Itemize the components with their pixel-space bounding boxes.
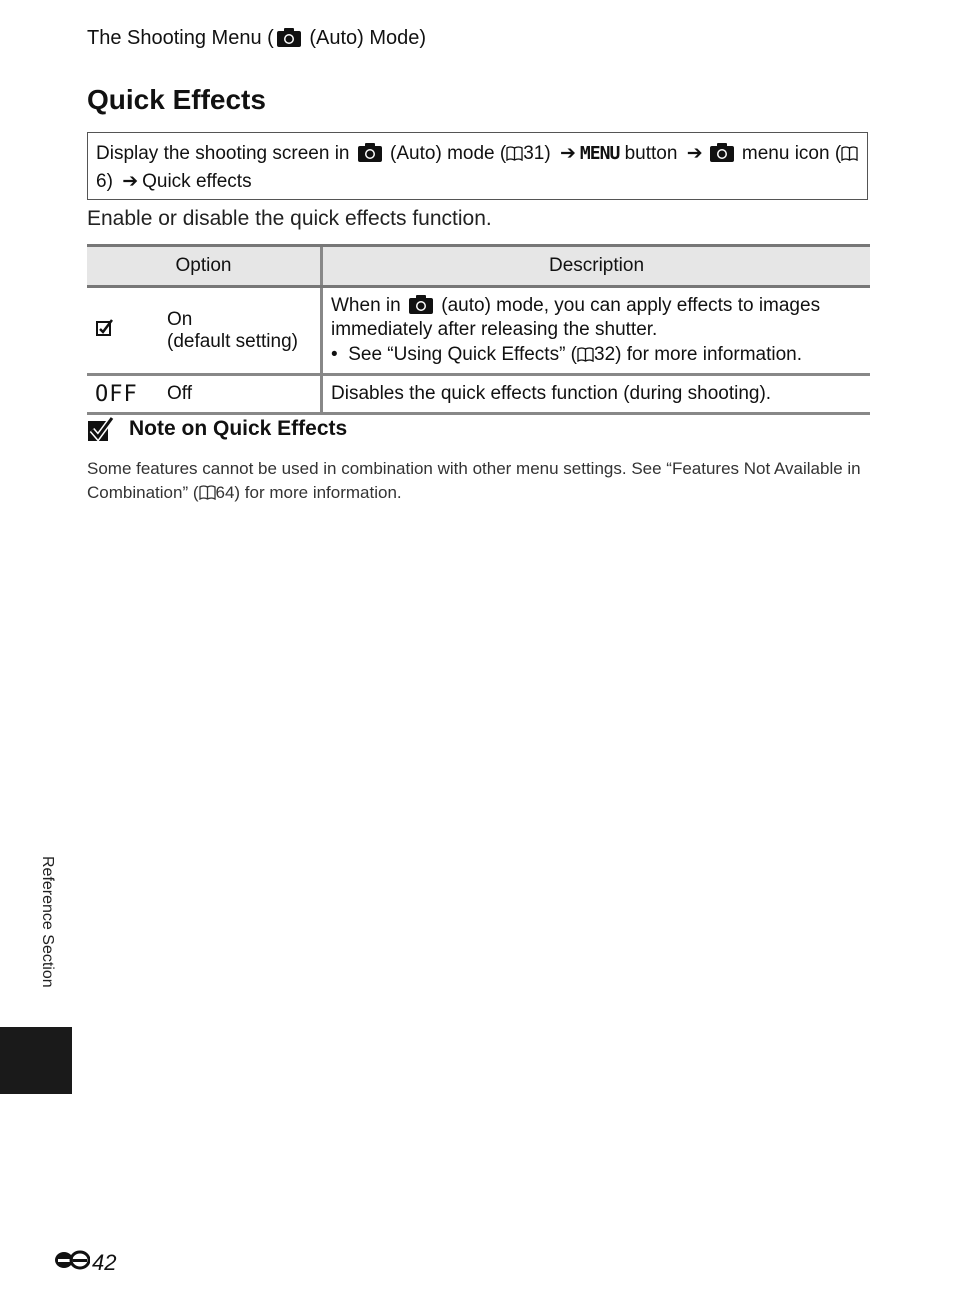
book-reference-icon bbox=[841, 139, 858, 167]
option-label-cell: On (default setting) bbox=[166, 287, 322, 375]
navigation-path-box: Display the shooting screen in (Auto) mode ( 31) ➔ MENU button ➔ menu icon (6) ➔ Quick effects bbox=[87, 132, 868, 200]
page-number: 42 bbox=[54, 1250, 116, 1276]
page-title: Quick Effects bbox=[87, 84, 266, 115]
table-row bbox=[87, 287, 870, 375]
side-section-label: Reference Section bbox=[39, 856, 56, 988]
note-body: Some features cannot be used in combination with other menu settings. See “Features Not Available in Combination” ( 64) for more information. bbox=[87, 457, 877, 505]
camera-icon bbox=[277, 28, 301, 47]
menu-key-label: MENU bbox=[579, 143, 620, 164]
camera-icon bbox=[358, 143, 382, 162]
option-icon-cell bbox=[87, 287, 166, 375]
camera-icon bbox=[710, 143, 734, 162]
header-option: Option bbox=[87, 246, 322, 287]
book-reference-icon bbox=[577, 342, 594, 366]
arrow-right-icon: ➔ bbox=[686, 143, 703, 164]
book-reference-icon bbox=[506, 139, 523, 167]
option-description-cell: When in (auto) mode, you can apply effects to images immediately after releasing the shutter. • See “Using Quick Effects” ( 32) for more information. bbox=[322, 287, 871, 375]
off-icon: OFF bbox=[95, 381, 138, 407]
header-description: Description bbox=[322, 246, 871, 287]
options-table bbox=[87, 244, 870, 415]
note-heading: Note on Quick Effects bbox=[87, 416, 347, 442]
running-header: The Shooting Menu ( (Auto) Mode) bbox=[87, 27, 427, 49]
camera-icon bbox=[409, 295, 433, 314]
checkmark-note-icon bbox=[87, 416, 113, 442]
section-tab-marker bbox=[0, 1027, 72, 1094]
intro-text: Enable or disable the quick effects function. bbox=[87, 207, 492, 230]
option-icon-cell bbox=[87, 375, 166, 414]
quick-effects-icon bbox=[95, 322, 115, 343]
table-header-row bbox=[87, 246, 870, 287]
arrow-right-icon: ➔ bbox=[559, 143, 576, 164]
book-reference-icon bbox=[199, 481, 216, 505]
arrow-right-icon: ➔ bbox=[122, 171, 139, 192]
bullet-item: • See “Using Quick Effects” ( 32) for more information. bbox=[331, 344, 803, 365]
reference-section-e-icon bbox=[54, 1250, 90, 1276]
option-label-cell: Off bbox=[166, 375, 322, 414]
table-row bbox=[87, 375, 870, 414]
option-description-cell: Disables the quick effects function (during shooting). bbox=[322, 375, 871, 414]
